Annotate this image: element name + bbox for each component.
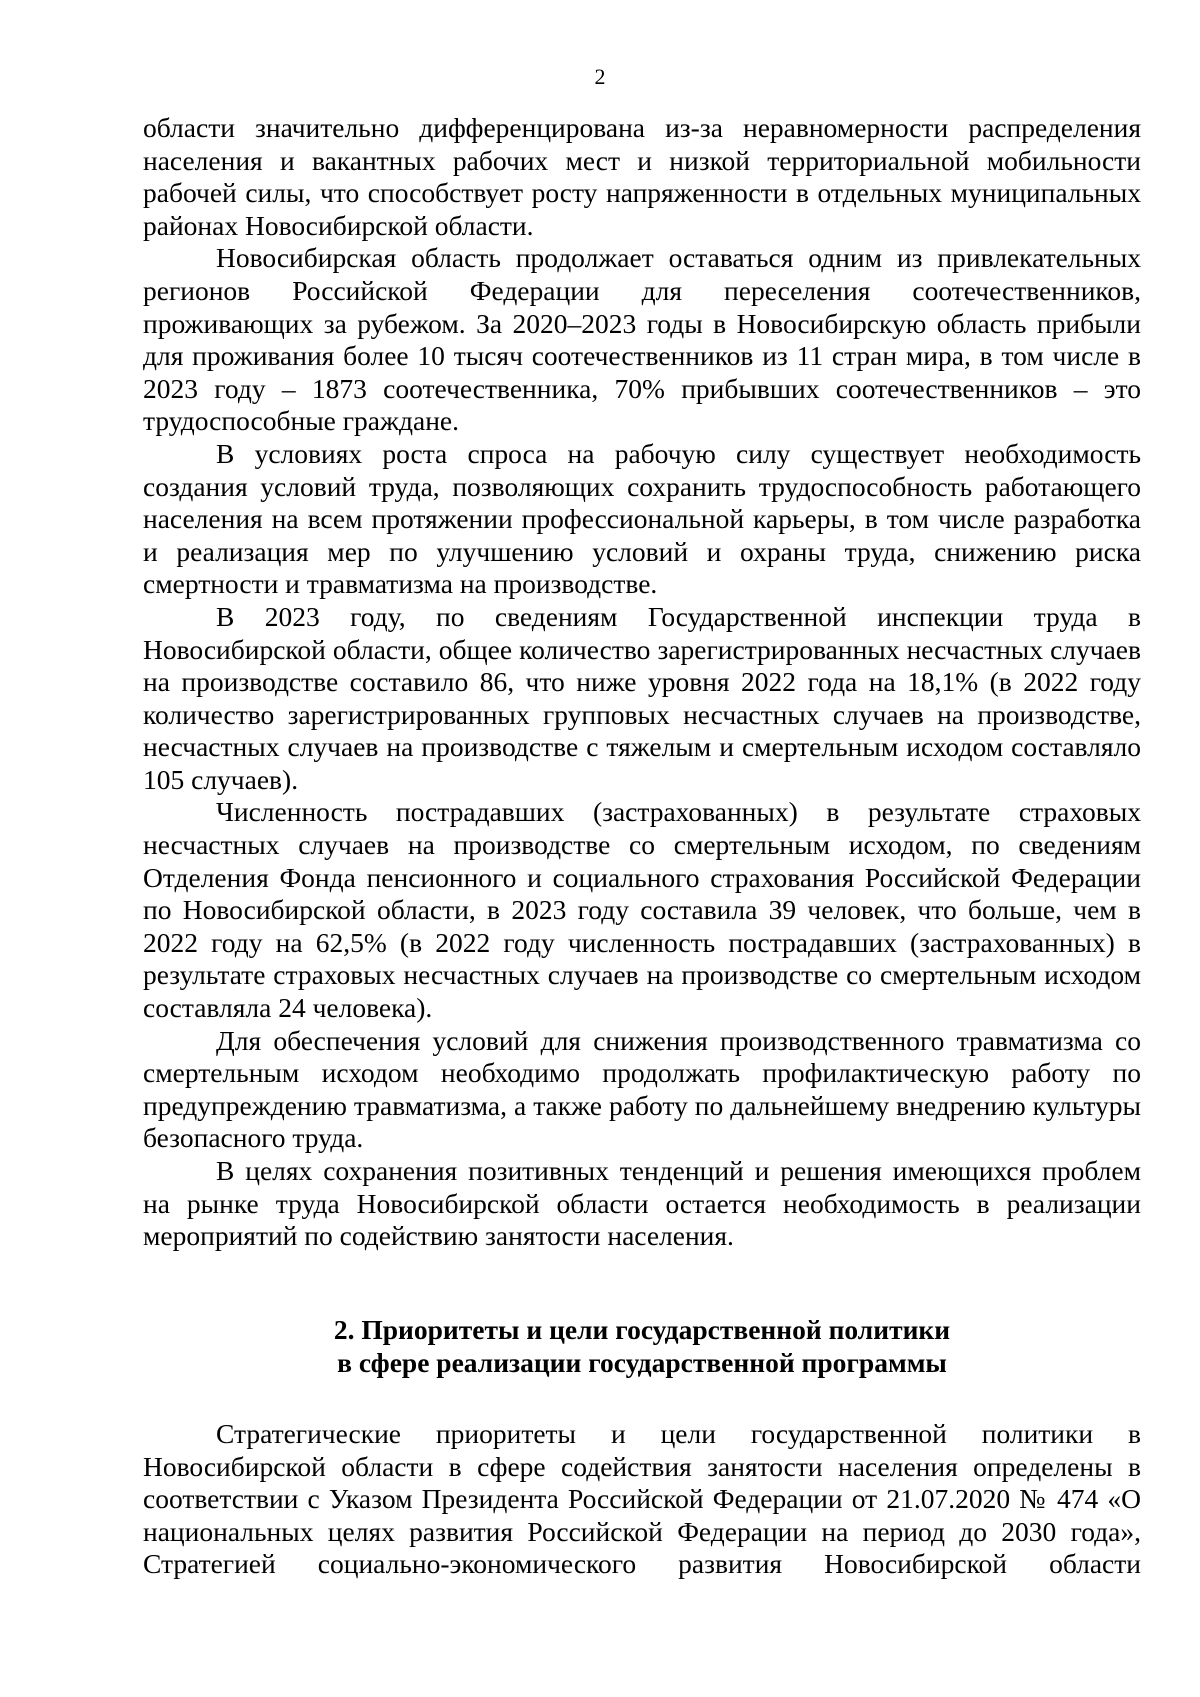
paragraph-strategic-priorities: Стратегические приоритеты и цели государственной политики в Новосибирской области в сфере содействия занятости населения определены в соответствии с Указом Президента Российской Федерации от 21.07.2020 № 474 «О национальных целях развития Российской Федерации на период до 2030 года», Стратегией социально-экономического развития Новосибирской области [143, 1418, 1141, 1580]
paragraph-fatal-injuries: Численность пострадавших (застрахованных) в результате страховых несчастных случаев на производстве со смертельным исходом, по сведениям Отделения Фонда пенсионного и социального страхования Российской Федерации по Новосибирской области, в 2023 году составила 39 человек, что больше, чем в 2022 году на 62,5% (в 2022 году численность пострадавших (застрахованных) в результате страховых несчастных случаев на производстве со смертельным исходом составляла 24 человека). [143, 796, 1141, 1024]
paragraph-continuation: области значительно дифференцирована из-за неравномерности распределения населения и вакантных рабочих мест и низкой территориальной мобильности рабочей силы, что способствует росту напряженности в отдельных муниципальных районах Новосибирской области. [143, 112, 1141, 241]
page-number: 2 [594, 64, 606, 89]
paragraph-accidents-2023: В 2023 году, по сведениям Государственной инспекции труда в Новосибирской области, общее количество зарегистрированных несчастных случаев на производстве составило 86, что ниже уровня 2022 года на 18,1% (в 2022 году количество зарегистрированных групповых несчастных случаев на производстве, несчастных случаев на производстве с тяжелым и смертельным исходом составляло 105 случаев). [143, 600, 1141, 795]
document-body [143, 112, 1141, 1253]
section-body [143, 1418, 1141, 1581]
section-heading-line-2: в сфере реализации государственной программы [337, 1347, 947, 1378]
paragraph-labor-conditions: В условиях роста спроса на рабочую силу существует необходимость создания условий труда, позволяющих сохранить трудоспособность работающего населения на всем протяжении профессиональной карьеры, в том числе разработка и реализация мер по улучшению условий и охраны труда, снижению риска смертности и травматизма на производстве. [143, 437, 1141, 600]
section-heading-line-1: 2. Приоритеты и цели государственной политики [333, 1314, 951, 1345]
section-heading [143, 1313, 1141, 1379]
paragraph-compatriots: Новосибирская область продолжает оставаться одним из привлекательных регионов Российской Федерации для переселения соотечественников, проживающих за рубежом. За 2020–2023 годы в Новосибирскую область прибыли для проживания более 10 тысяч соотечественников из 11 стран мира, в том числе в 2023 году – 1873 соотечественника, 70% прибывших соотечественников – это трудоспособные граждане. [143, 242, 1141, 437]
paragraph-employment-measures: В целях сохранения позитивных тенденций и решения имеющихся проблем на рынке труда Новосибирской области остается необходимость в реализации мероприятий по содействию занятости населения. [143, 1155, 1141, 1252]
paragraph-prevention: Для обеспечения условий для снижения производственного травматизма со смертельным исходом необходимо продолжать профилактическую работу по предупреждению травматизма, а также работу по дальнейшему внедрению культуры безопасного труда. [143, 1024, 1141, 1154]
